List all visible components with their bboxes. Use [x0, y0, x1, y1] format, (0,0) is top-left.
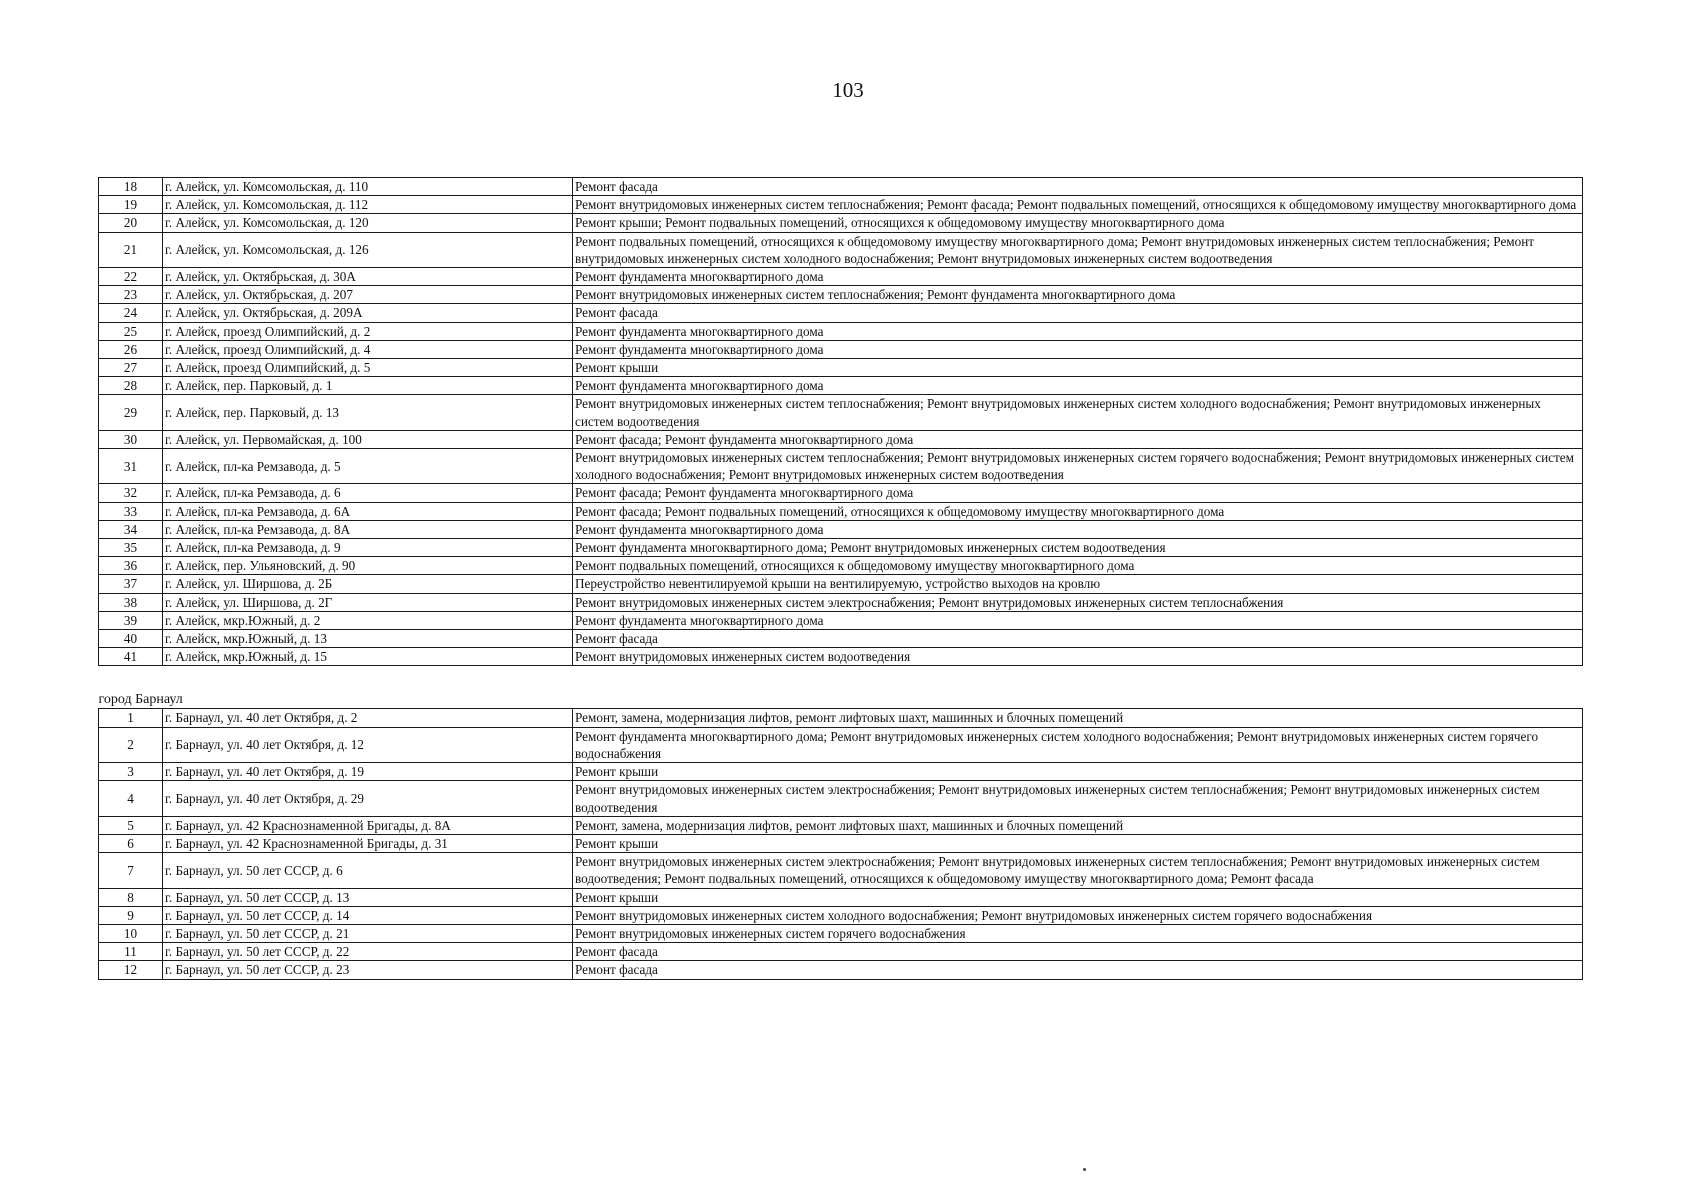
row-number: 26 [99, 340, 163, 358]
row-number: 9 [99, 906, 163, 924]
table-row [99, 340, 1583, 358]
row-address: г. Алейск, пл-ка Ремзавода, д. 6А [163, 502, 573, 520]
row-address: г. Алейск, пл-ка Ремзавода, д. 8А [163, 520, 573, 538]
table-row [99, 853, 1583, 888]
table-row [99, 906, 1583, 924]
row-address: г. Алейск, ул. Ширшова, д. 2Б [163, 575, 573, 593]
row-number: 2 [99, 727, 163, 762]
row-address: г. Барнаул, ул. 50 лет СССР, д. 22 [163, 943, 573, 961]
repair-schedule-table [98, 177, 1583, 980]
row-works: Ремонт фундамента многоквартирного дома [573, 322, 1583, 340]
row-number: 12 [99, 961, 163, 979]
page-number: 103 [832, 78, 864, 102]
row-number: 3 [99, 763, 163, 781]
row-number: 34 [99, 520, 163, 538]
row-works: Ремонт внутридомовых инженерных систем электроснабжения; Ремонт внутридомовых инженерных систем теплоснабжения; Ремонт внутридомовых инженерных систем водоотведения; Ремонт подвальных помещений, относящихся к общедомовому имуществу многоквартирного дома; Ремонт фасада [573, 853, 1583, 888]
row-number: 11 [99, 943, 163, 961]
row-address: г. Алейск, мкр.Южный, д. 13 [163, 630, 573, 648]
row-address: г. Алейск, ул. Комсомольская, д. 126 [163, 232, 573, 267]
row-address: г. Алейск, проезд Олимпийский, д. 5 [163, 359, 573, 377]
row-address: г. Барнаул, ул. 50 лет СССР, д. 13 [163, 888, 573, 906]
row-address: г. Барнаул, ул. 50 лет СССР, д. 6 [163, 853, 573, 888]
row-number: 27 [99, 359, 163, 377]
scan-speck [1083, 1168, 1086, 1171]
row-works: Ремонт крыши; Ремонт подвальных помещений, относящихся к общедомовому имуществу многоквартирного дома [573, 214, 1583, 232]
row-address: г. Алейск, проезд Олимпийский, д. 2 [163, 322, 573, 340]
row-number: 22 [99, 268, 163, 286]
row-works: Ремонт крыши [573, 359, 1583, 377]
row-works: Ремонт фасада; Ремонт фундамента многоквартирного дома [573, 484, 1583, 502]
row-works: Ремонт фундамента многоквартирного дома [573, 520, 1583, 538]
row-address: г. Барнаул, ул. 40 лет Октября, д. 2 [163, 709, 573, 727]
row-address: г. Алейск, ул. Октябрьская, д. 207 [163, 286, 573, 304]
table-row [99, 961, 1583, 979]
table-row [99, 502, 1583, 520]
row-number: 8 [99, 888, 163, 906]
table-row [99, 924, 1583, 942]
table-row [99, 648, 1583, 666]
row-works: Ремонт фасада [573, 943, 1583, 961]
row-number: 19 [99, 196, 163, 214]
row-works: Ремонт внутридомовых инженерных систем электроснабжения; Ремонт внутридомовых инженерных систем теплоснабжения; Ремонт внутридомовых инженерных систем водоотведения [573, 781, 1583, 816]
row-number: 10 [99, 924, 163, 942]
row-number: 40 [99, 630, 163, 648]
barnaul-section [99, 666, 1583, 709]
row-number: 21 [99, 232, 163, 267]
table-row [99, 395, 1583, 430]
row-works: Ремонт фундамента многоквартирного дома [573, 611, 1583, 629]
row-number: 6 [99, 834, 163, 852]
row-works: Ремонт, замена, модернизация лифтов, ремонт лифтовых шахт, машинных и блочных помещений [573, 709, 1583, 727]
row-works: Ремонт подвальных помещений, относящихся к общедомовому имуществу многоквартирного дома [573, 557, 1583, 575]
table-row [99, 286, 1583, 304]
table-row [99, 781, 1583, 816]
barnaul-rows [99, 709, 1583, 979]
row-address: г. Алейск, мкр.Южный, д. 2 [163, 611, 573, 629]
section-header-row [99, 666, 1583, 709]
row-works: Ремонт внутридомовых инженерных систем электроснабжения; Ремонт внутридомовых инженерных систем теплоснабжения [573, 593, 1583, 611]
row-works: Ремонт внутридомовых инженерных систем горячего водоснабжения [573, 924, 1583, 942]
table-row [99, 322, 1583, 340]
table-row [99, 816, 1583, 834]
row-address: г. Барнаул, ул. 42 Краснознаменной Бригады, д. 8А [163, 816, 573, 834]
row-works: Ремонт внутридомовых инженерных систем теплоснабжения; Ремонт фундамента многоквартирного дома [573, 286, 1583, 304]
row-address: г. Алейск, пл-ка Ремзавода, д. 9 [163, 539, 573, 557]
row-number: 28 [99, 377, 163, 395]
row-number: 24 [99, 304, 163, 322]
aleysk-rows [99, 178, 1583, 666]
row-address: г. Алейск, ул. Комсомольская, д. 120 [163, 214, 573, 232]
row-address: г. Алейск, пер. Парковый, д. 13 [163, 395, 573, 430]
row-number: 33 [99, 502, 163, 520]
row-works: Ремонт фасада [573, 178, 1583, 196]
row-address: г. Алейск, ул. Ширшова, д. 2Г [163, 593, 573, 611]
table-row [99, 575, 1583, 593]
table-row [99, 196, 1583, 214]
row-works: Ремонт фундамента многоквартирного дома [573, 377, 1583, 395]
row-address: г. Алейск, ул. Октябрьская, д. 209А [163, 304, 573, 322]
row-works: Ремонт подвальных помещений, относящихся к общедомовому имуществу многоквартирного дома; Ремонт внутридомовых инженерных систем теплоснабжения; Ремонт внутридомовых инженерных систем холодного водоснабжения; Ремонт внутридомовых инженерных систем водоотведения [573, 232, 1583, 267]
row-address: г. Барнаул, ул. 50 лет СССР, д. 23 [163, 961, 573, 979]
row-works: Ремонт фундамента многоквартирного дома [573, 340, 1583, 358]
row-number: 30 [99, 430, 163, 448]
table-row [99, 484, 1583, 502]
table-row [99, 449, 1583, 484]
row-works: Ремонт внутридомовых инженерных систем теплоснабжения; Ремонт внутридомовых инженерных систем горячего водоснабжения; Ремонт внутридомовых инженерных систем холодного водоснабжения; Ремонт внутридомовых инженерных систем водоотведения [573, 449, 1583, 484]
table-row [99, 178, 1583, 196]
row-works: Ремонт внутридомовых инженерных систем водоотведения [573, 648, 1583, 666]
row-number: 7 [99, 853, 163, 888]
row-works: Ремонт крыши [573, 888, 1583, 906]
row-address: г. Алейск, пер. Парковый, д. 1 [163, 377, 573, 395]
row-address: г. Алейск, ул. Комсомольская, д. 110 [163, 178, 573, 196]
row-works: Ремонт фасада [573, 630, 1583, 648]
row-works: Ремонт фасада [573, 304, 1583, 322]
row-address: г. Барнаул, ул. 42 Краснознаменной Бригады, д. 31 [163, 834, 573, 852]
table-row [99, 834, 1583, 852]
row-address: г. Алейск, ул. Октябрьская, д. 30А [163, 268, 573, 286]
row-number: 41 [99, 648, 163, 666]
row-works: Ремонт крыши [573, 763, 1583, 781]
row-works: Ремонт, замена, модернизация лифтов, ремонт лифтовых шахт, машинных и блочных помещений [573, 816, 1583, 834]
row-number: 31 [99, 449, 163, 484]
row-address: г. Алейск, ул. Комсомольская, д. 112 [163, 196, 573, 214]
table-row [99, 709, 1583, 727]
row-number: 23 [99, 286, 163, 304]
row-number: 4 [99, 781, 163, 816]
row-number: 37 [99, 575, 163, 593]
row-number: 1 [99, 709, 163, 727]
row-number: 38 [99, 593, 163, 611]
row-address: г. Барнаул, ул. 50 лет СССР, д. 21 [163, 924, 573, 942]
table-row [99, 943, 1583, 961]
row-number: 5 [99, 816, 163, 834]
row-number: 35 [99, 539, 163, 557]
table-row [99, 539, 1583, 557]
table-row [99, 763, 1583, 781]
row-works: Ремонт внутридомовых инженерных систем холодного водоснабжения; Ремонт внутридомовых инженерных систем горячего водоснабжения [573, 906, 1583, 924]
row-works: Ремонт фасада [573, 961, 1583, 979]
row-address: г. Алейск, ул. Первомайская, д. 100 [163, 430, 573, 448]
row-number: 36 [99, 557, 163, 575]
table-row [99, 557, 1583, 575]
row-works: Переустройство невентилируемой крыши на вентилируемую, устройство выходов на кровлю [573, 575, 1583, 593]
row-address: г. Алейск, пл-ка Ремзавода, д. 6 [163, 484, 573, 502]
row-address: г. Алейск, проезд Олимпийский, д. 4 [163, 340, 573, 358]
row-address: г. Алейск, мкр.Южный, д. 15 [163, 648, 573, 666]
table-row [99, 727, 1583, 762]
row-address: г. Алейск, пл-ка Ремзавода, д. 5 [163, 449, 573, 484]
row-number: 18 [99, 178, 163, 196]
row-works: Ремонт фундамента многоквартирного дома; Ремонт внутридомовых инженерных систем водоотведения [573, 539, 1583, 557]
table-row [99, 214, 1583, 232]
table-row [99, 430, 1583, 448]
row-number: 29 [99, 395, 163, 430]
row-address: г. Алейск, пер. Ульяновский, д. 90 [163, 557, 573, 575]
table-row [99, 520, 1583, 538]
row-works: Ремонт внутридомовых инженерных систем теплоснабжения; Ремонт фасада; Ремонт подвальных помещений, относящихся к общедомовому имуществу многоквартирного дома [573, 196, 1583, 214]
row-works: Ремонт фундамента многоквартирного дома; Ремонт внутридомовых инженерных систем холодного водоснабжения; Ремонт внутридомовых инженерных систем горячего водоснабжения [573, 727, 1583, 762]
row-number: 39 [99, 611, 163, 629]
table-row [99, 232, 1583, 267]
section-title: город Барнаул [99, 666, 1583, 709]
table-row [99, 593, 1583, 611]
row-works: Ремонт фундамента многоквартирного дома [573, 268, 1583, 286]
table-row [99, 377, 1583, 395]
table-row [99, 630, 1583, 648]
row-number: 20 [99, 214, 163, 232]
row-works: Ремонт фасада; Ремонт фундамента многоквартирного дома [573, 430, 1583, 448]
row-address: г. Барнаул, ул. 50 лет СССР, д. 14 [163, 906, 573, 924]
row-works: Ремонт фасада; Ремонт подвальных помещений, относящихся к общедомовому имуществу многоквартирного дома [573, 502, 1583, 520]
row-address: г. Барнаул, ул. 40 лет Октября, д. 19 [163, 763, 573, 781]
row-address: г. Барнаул, ул. 40 лет Октября, д. 12 [163, 727, 573, 762]
row-number: 25 [99, 322, 163, 340]
table-row [99, 888, 1583, 906]
row-number: 32 [99, 484, 163, 502]
table-row [99, 359, 1583, 377]
row-works: Ремонт внутридомовых инженерных систем теплоснабжения; Ремонт внутридомовых инженерных систем холодного водоснабжения; Ремонт внутридомовых инженерных систем водоотведения [573, 395, 1583, 430]
table-row [99, 611, 1583, 629]
table-row [99, 304, 1583, 322]
table-row [99, 268, 1583, 286]
row-address: г. Барнаул, ул. 40 лет Октября, д. 29 [163, 781, 573, 816]
row-works: Ремонт крыши [573, 834, 1583, 852]
